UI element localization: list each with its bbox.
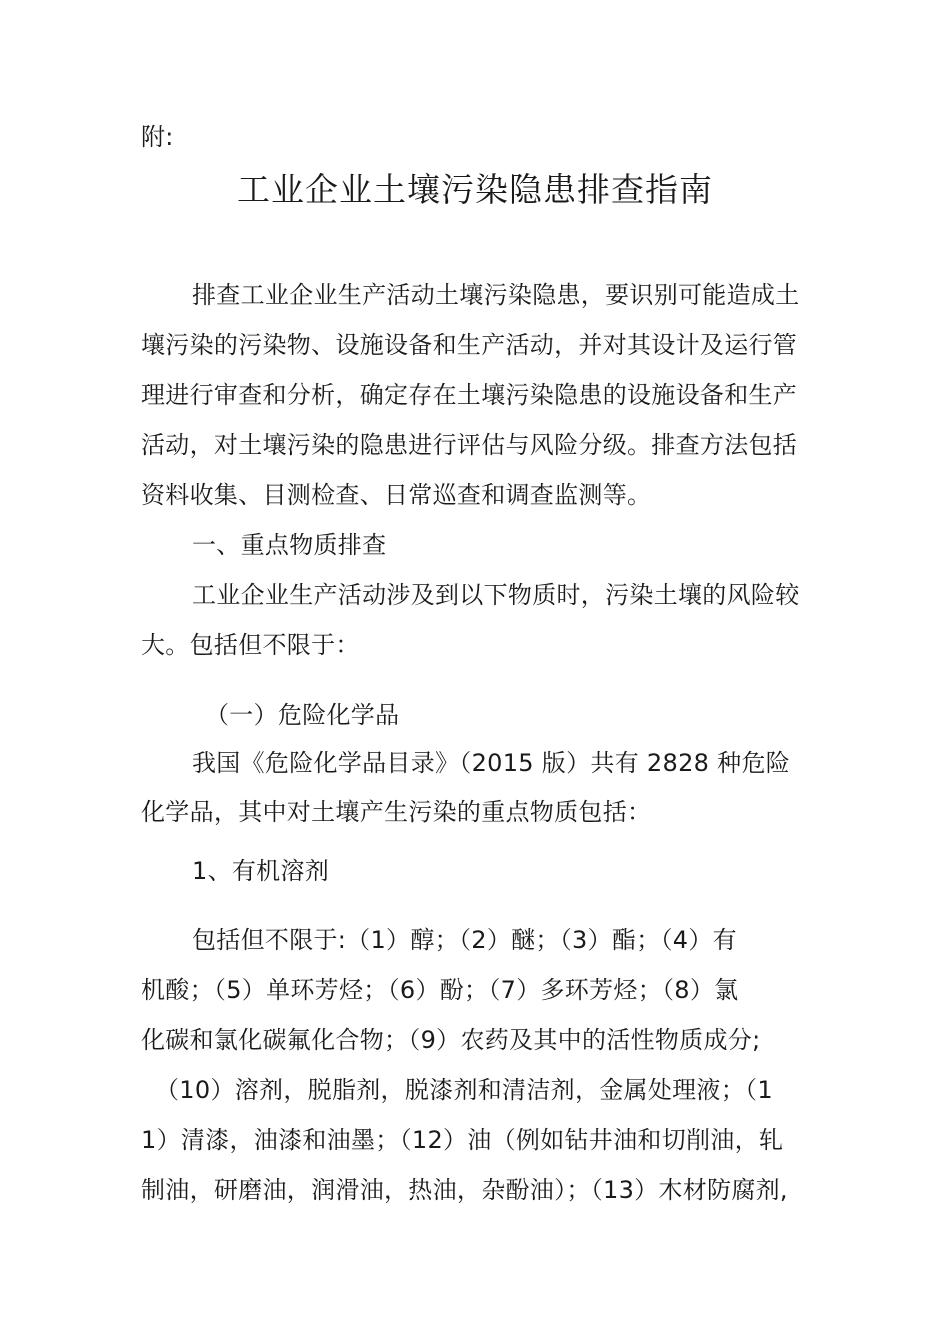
paragraph-solvents-line-4: （10）溶剂，脱脂剂，脱漆剂和清洁剂，金属处理液；（1 [155,1076,773,1104]
paragraph-solvents-line-3: 化碳和氯化碳氟化合物；（9）农药及其中的活性物质成分; [141,1026,761,1054]
paragraph-solvents-line-2: 机酸；（5）单环芳烃；（6）酚；（7）多环芳烃；（8）氯 [141,976,739,1004]
paragraph-intro-line-4: 活动，对土壤污染的隐患进行评估与风险分级。排查方法包括 [141,431,798,459]
paragraph-intro-line-3: 理进行审查和分析，确定存在土壤污染隐患的设施设备和生产 [141,381,798,409]
subsection-heading-1: （一）危险化学品 [205,701,400,729]
section-heading-1: 一、重点物质排查 [192,531,387,559]
appendix-label: 附: [141,123,174,151]
document-title: 工业企业土壤污染隐患排查指南 [237,170,713,209]
paragraph-catalog-line-2: 化学品，其中对土壤产生污染的重点物质包括： [141,798,652,826]
item-heading-1: 1、有机溶剂 [192,857,330,885]
paragraph-solvents-line-5: 1）清漆，油漆和油墨；（12）油（例如钻井油和切削油，轧 [141,1126,784,1154]
paragraph-scope-line-2: 大。包括但不限于： [141,631,360,659]
paragraph-intro-line-5: 资料收集、目测检查、日常巡查和调查监测等。 [141,481,652,509]
paragraph-scope-line-1: 工业企业生产活动涉及到以下物质时，污染土壤的风险较 [192,581,800,609]
paragraph-intro-line-1: 排查工业企业生产活动土壤污染隐患，要识别可能造成土 [192,281,800,309]
paragraph-intro-line-2: 壤污染的污染物、设施设备和生产活动，并对其设计及运行管 [141,331,798,359]
paragraph-solvents-line-1: 包括但不限于:（1）醇；（2）醚；（3）酯；（4）有 [192,926,737,954]
paragraph-solvents-line-6: 制油，研磨油，润滑油，热油，杂酚油）；（13）木材防腐剂, [141,1176,788,1204]
paragraph-catalog-line-1: 我国《危险化学品目录》（2015 版）共有 2828 种危险 [192,749,791,777]
